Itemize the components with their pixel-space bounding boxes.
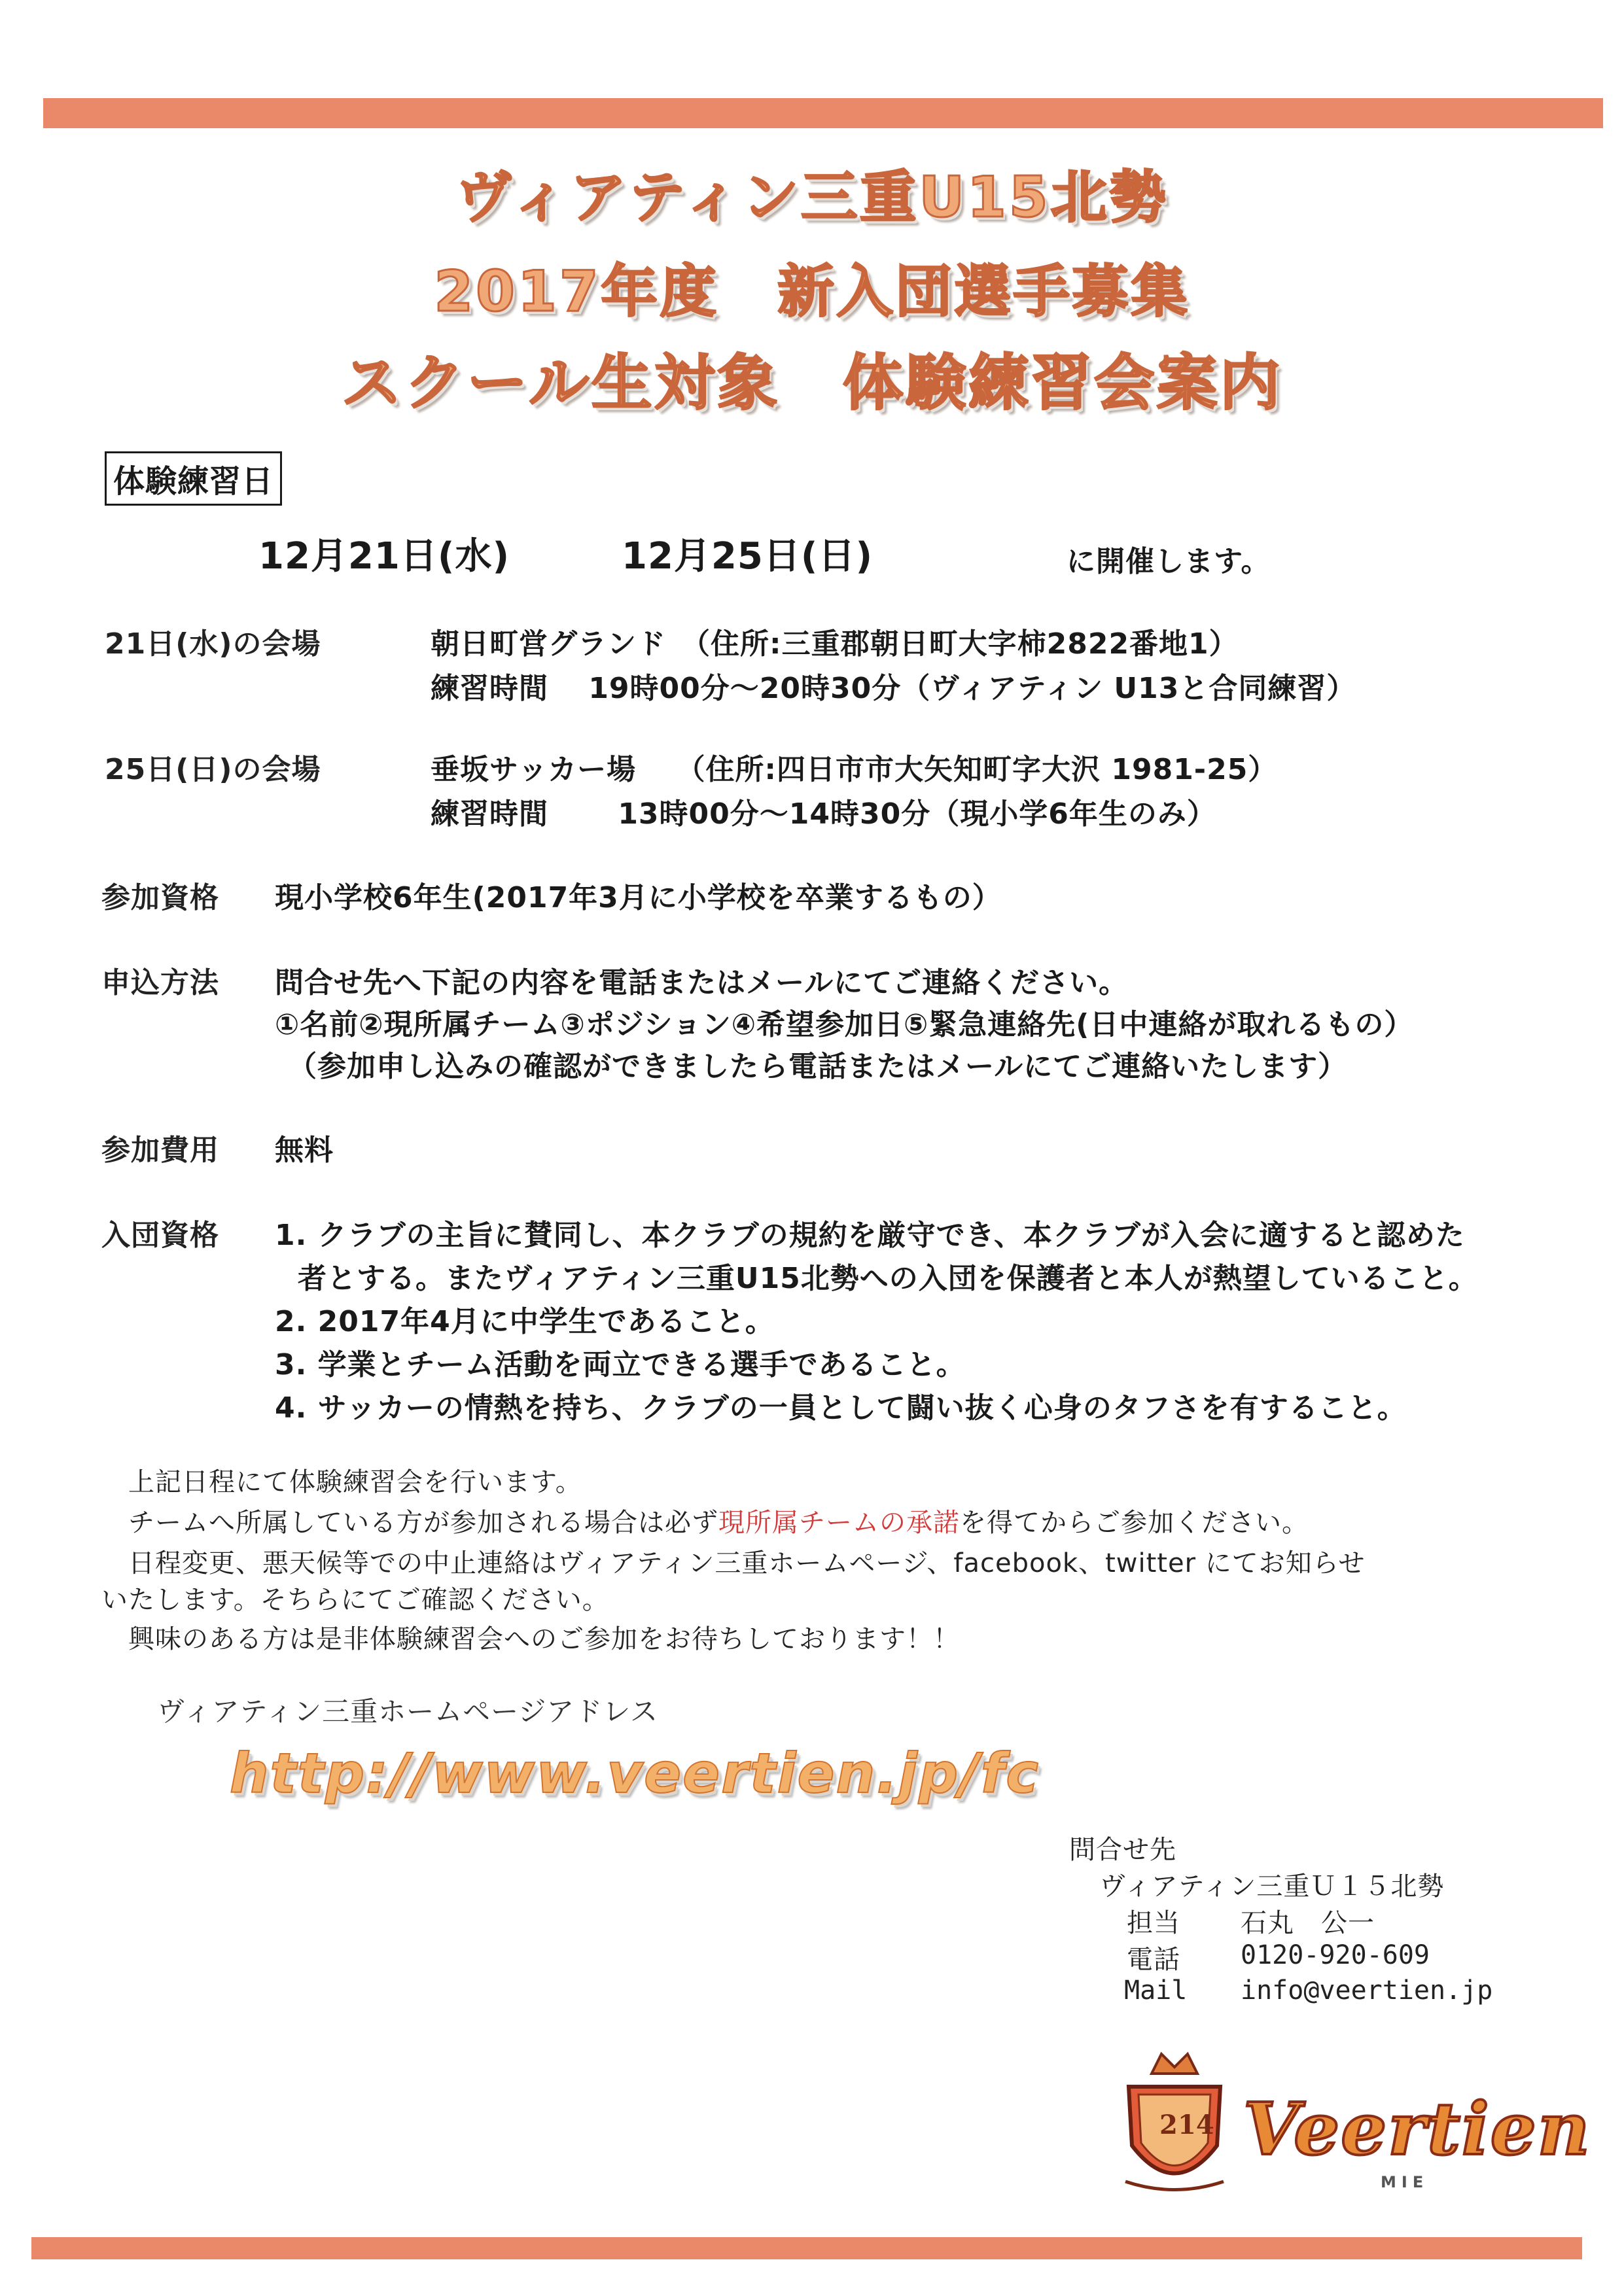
contact-phone: 0120-920-609 bbox=[1241, 1940, 1430, 1970]
contact-mail-label: Mail bbox=[1124, 1975, 1188, 2006]
title-trial-practice: スクール生対象 体験練習会案内 bbox=[341, 348, 1283, 418]
title-recruitment: 2017年度 新入団選手募集 bbox=[434, 259, 1190, 324]
note-line-3: 日程変更、悪天候等での中止連絡はヴィアティン三重ホームページ、facebook、twitter にてお知らせ bbox=[128, 1548, 1366, 1578]
eligibility-label: 参加資格 bbox=[101, 881, 219, 914]
apply-line-1: 問合せ先へ下記の内容を電話またはメールにてご連絡ください。 bbox=[275, 966, 1129, 1000]
fee-value: 無料 bbox=[275, 1134, 334, 1167]
contact-org: ヴィアティン三重Ｕ１５北勢 bbox=[1099, 1871, 1445, 1902]
venue21-time: 練習時間 19時00分～20時30分（ヴィアティン U13と合同練習） bbox=[431, 672, 1356, 705]
venue21-label: 21日(水)の会場 bbox=[105, 627, 321, 661]
note-line-2 bbox=[128, 1502, 1309, 1539]
venue25-place: 垂坂サッカー場 （住所:四日市市大矢知町字大沢 1981-25） bbox=[431, 753, 1278, 786]
fee-label: 参加費用 bbox=[101, 1134, 219, 1167]
veertien-crest-logo bbox=[1112, 2047, 1237, 2204]
bottom-accent-bar bbox=[31, 2237, 1582, 2259]
svg-text:2: 2 bbox=[1159, 2110, 1178, 2140]
apply-label: 申込方法 bbox=[101, 966, 219, 1000]
note-line-4: いたします。そちらにてご確認ください。 bbox=[101, 1585, 609, 1615]
contact-heading: 問合せ先 bbox=[1069, 1835, 1176, 1865]
wordmark-mie: MIE bbox=[1381, 2173, 1429, 2191]
eligibility-text: 現小学校6年生(2017年3月に小学校を卒業するもの） bbox=[275, 881, 1002, 914]
venue21-place: 朝日町営グランド （住所:三重郡朝日町大字柿2822番地1） bbox=[431, 627, 1239, 661]
apply-line-3: （参加申し込みの確認ができましたら電話またはメールにてご連絡いたします） bbox=[288, 1050, 1348, 1083]
veertien-wordmark: Veertien bbox=[1243, 2087, 1591, 2171]
admission-label: 入団資格 bbox=[101, 1219, 219, 1252]
note-line-2c: を得てからご参加ください。 bbox=[960, 1508, 1309, 1538]
contact-mail: info@veertien.jp bbox=[1241, 1975, 1493, 2006]
note-line-2a: チームへ所属している方が参加される場合は必ず bbox=[128, 1508, 718, 1538]
venue25-label: 25日(日)の会場 bbox=[105, 753, 321, 786]
contact-person-label: 担当 bbox=[1127, 1908, 1180, 1938]
admission-item-3: 3. 学業とチーム活動を両立できる選手であること。 bbox=[275, 1348, 966, 1382]
note-line-1: 上記日程にて体験練習会を行います。 bbox=[128, 1467, 582, 1497]
admission-item-1b: 者とする。またヴィアティン三重U15北勢への入団を保護者と本人が熱望していること。 bbox=[298, 1262, 1478, 1295]
practice-days-label: 体験練習日 bbox=[105, 451, 282, 506]
contact-person: 石丸 公一 bbox=[1241, 1908, 1375, 1938]
apply-line-2: ①名前②現所属チーム③ポジション④希望参加日⑤緊急連絡先(日中連絡が取れるもの） bbox=[275, 1008, 1414, 1041]
homepage-label: ヴィアティン三重ホームページアドレス bbox=[157, 1696, 659, 1728]
admission-item-4: 4. サッカーの情熱を持ち、クラブの一員として闘い抜く心身のタフさを有すること。 bbox=[275, 1391, 1407, 1425]
note-line-5: 興味のある方は是非体験練習会へのご参加をお待ちしております！！ bbox=[128, 1624, 960, 1654]
svg-text:14: 14 bbox=[1178, 2110, 1214, 2140]
practice-date-2: 12月25日(日) bbox=[622, 535, 874, 578]
note-line-2b-highlight: 現所属チームの承諾 bbox=[718, 1508, 960, 1538]
homepage-url-link[interactable]: http://www.veertien.jp/fc bbox=[229, 1741, 1040, 1805]
practice-date-1: 12月21日(水) bbox=[258, 535, 510, 578]
contact-phone-label: 電話 bbox=[1127, 1945, 1180, 1975]
admission-item-2: 2. 2017年4月に中学生であること。 bbox=[275, 1305, 775, 1338]
admission-item-1a: 1. クラブの主旨に賛同し、本クラブの規約を厳守でき、本クラブが入会に適すると認めた bbox=[275, 1219, 1465, 1252]
title-team: ヴィアティン三重U15北勢 bbox=[455, 165, 1169, 230]
practice-days-suffix: に開催します。 bbox=[1067, 545, 1271, 578]
top-accent-bar bbox=[43, 98, 1603, 128]
venue25-time: 練習時間 13時00分～14時30分（現小学6年生のみ） bbox=[431, 797, 1216, 831]
